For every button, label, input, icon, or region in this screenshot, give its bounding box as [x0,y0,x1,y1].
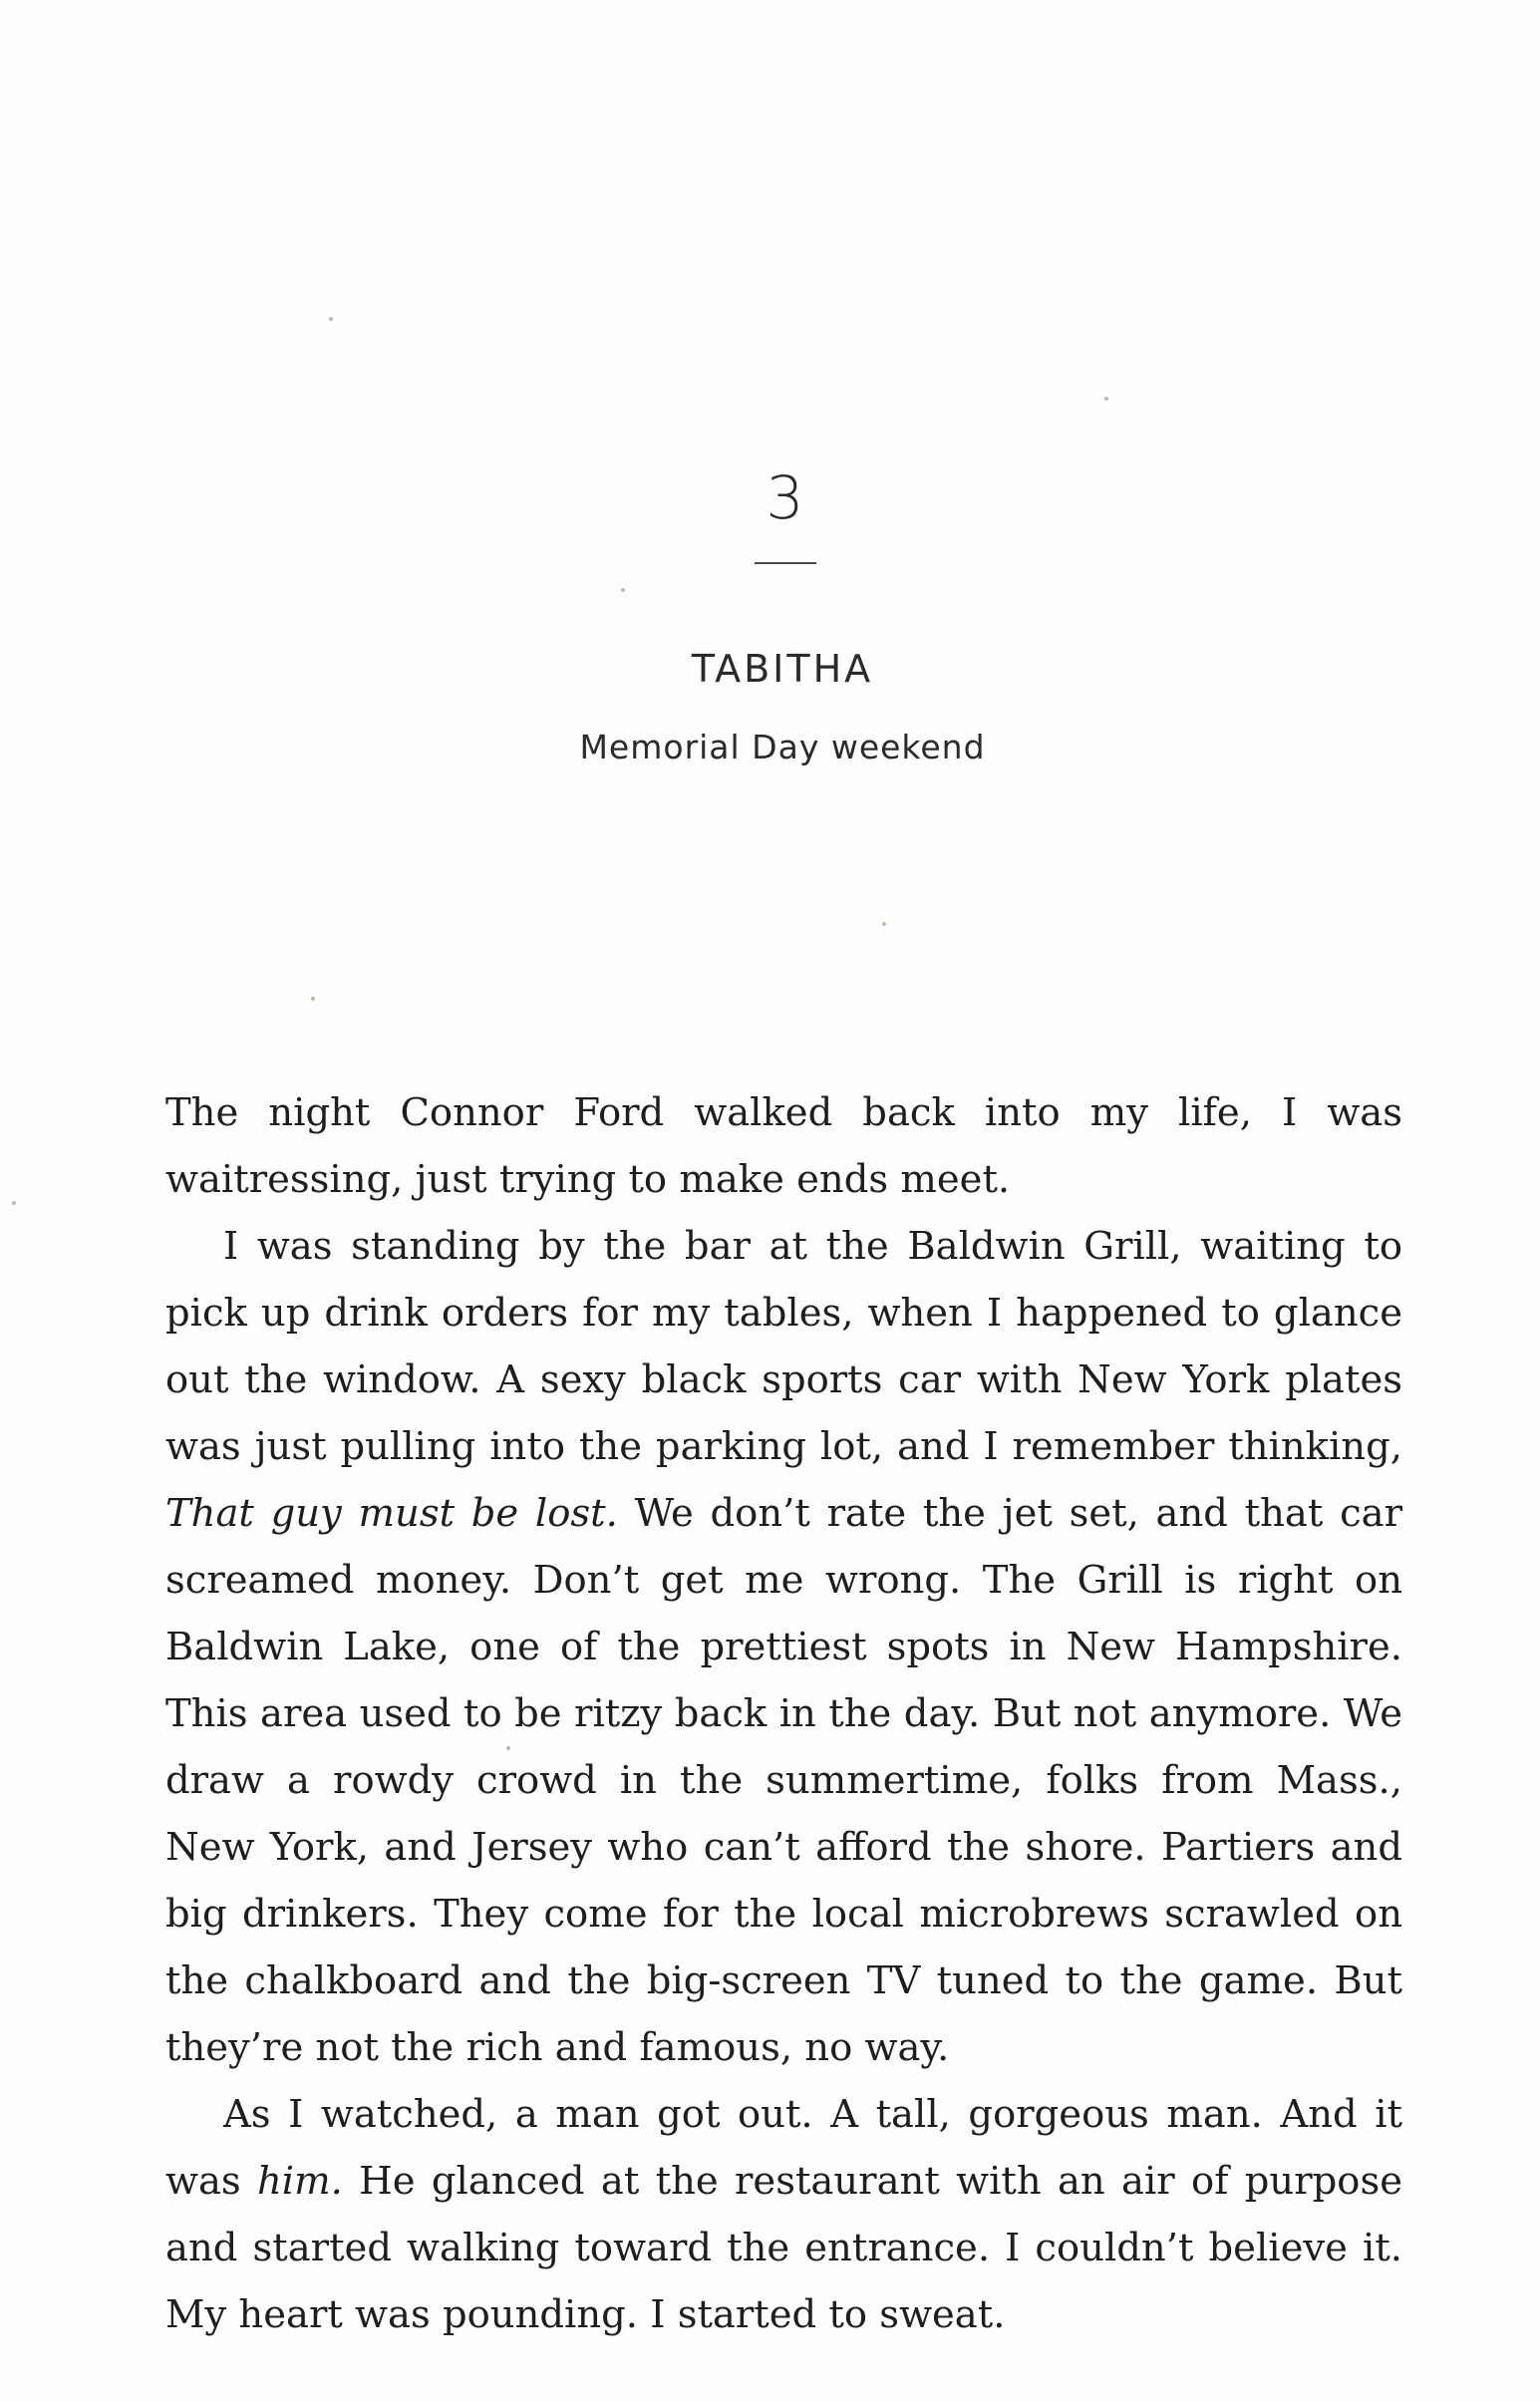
text-run: The night Connor Ford walked back into my life, I was waitressing, just trying to make ends meet. [165,1090,1402,1202]
text-run: As I watched, a man got out. A tall, gorgeous man. And it was [165,2092,1402,2204]
scan-speck [12,1201,16,1205]
text-run: We don’t rate the jet set, and that car screamed money. Don’t get me wrong. The Grill is right on Baldwin Lake, one of the prettiest spots in New Hampshire. This area used to be ritzy back in the day. But not anymore. We draw a rowdy crowd in the summertime, folks from Mass., New York, and Jersey who can’t afford the shore. Partiers and big drinkers. They come for the local microbrews scrawled on the chalkboard and the big-screen TV tuned to the game. But they’re not the rich and famous, no way. [165,1491,1402,2070]
scan-speck [506,1746,510,1750]
italic-text-run: him. [257,2159,343,2204]
chapter-divider [755,562,816,564]
scan-speck [882,922,886,926]
chapter-subtitle: Memorial Day weekend [579,728,986,766]
paragraph [165,2081,1402,2348]
scan-speck [329,317,333,321]
chapter-body [165,1079,1402,2348]
paragraph [165,1213,1402,2081]
scan-speck [1104,397,1108,401]
italic-text-run: That guy must be lost. [165,1491,618,1536]
chapter-number: 3 [766,463,804,533]
scan-speck [311,997,315,1001]
paragraph [165,1079,1402,1213]
chapter-title: TABITHA [691,647,874,691]
scan-speck [621,588,625,592]
text-run: He glanced at the restaurant with an air of purpose and started walking toward the entrance. I couldn’t believe it. My heart was pounding. I started to sweat. [165,2159,1402,2337]
text-run: I was standing by the bar at the Baldwin Grill, waiting to pick up drink orders for my tables, when I happened to glance out the window. A sexy black sports car with New York plates was just pulling into the parking lot, and I remember thinking, [165,1224,1402,1469]
